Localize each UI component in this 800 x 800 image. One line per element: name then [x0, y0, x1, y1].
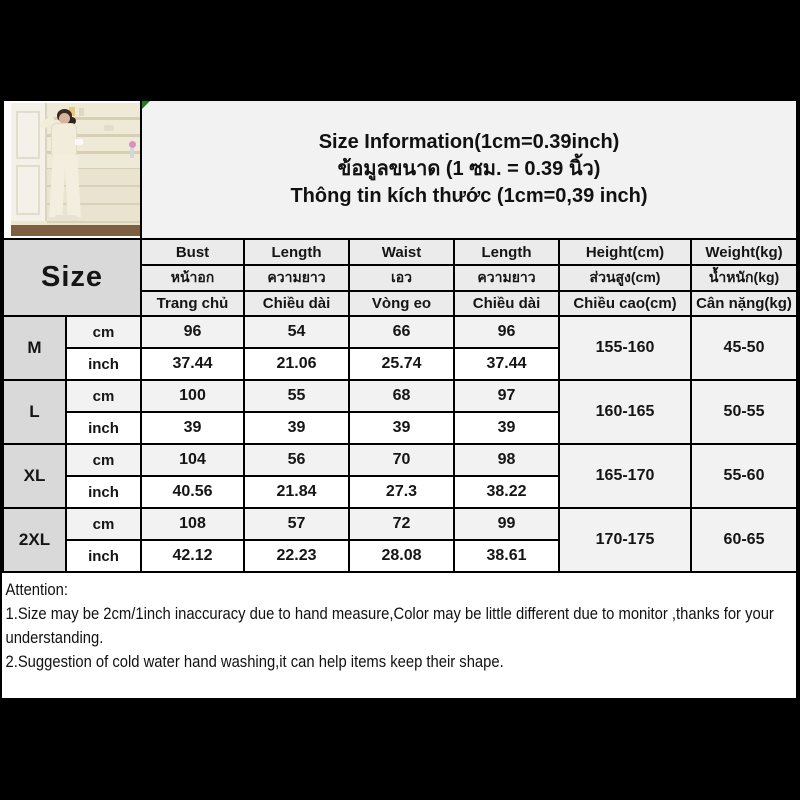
size-chart-frame — [0, 97, 798, 700]
value-cell: 104 — [141, 444, 244, 476]
weight-range-cell: 55-60 — [691, 444, 797, 508]
attention-note-2: 2.Suggestion of cold water hand washing,it can help items keep their shape. — [5, 652, 504, 671]
col-header-length-en: Length — [244, 239, 349, 265]
height-range-cell: 155-160 — [559, 316, 691, 380]
product-photo — [11, 103, 141, 236]
value-cell: 56 — [244, 444, 349, 476]
value-cell: 28.08 — [349, 540, 454, 572]
model-cup — [75, 139, 83, 145]
value-cell: 42.12 — [141, 540, 244, 572]
value-cell: 22.23 — [244, 540, 349, 572]
value-cell: 55 — [244, 380, 349, 412]
shelf-item — [79, 108, 84, 116]
model-slippers — [55, 215, 77, 220]
door-panel — [16, 111, 40, 159]
value-cell: 40.56 — [141, 476, 244, 508]
value-cell: 68 — [349, 380, 454, 412]
col-header-length2-th: ความยาว — [454, 265, 559, 291]
value-cell: 39 — [454, 412, 559, 444]
value-cell: 37.44 — [454, 348, 559, 380]
value-cell: 38.22 — [454, 476, 559, 508]
shelf-item — [104, 125, 114, 131]
value-cell: 39 — [244, 412, 349, 444]
value-cell: 72 — [349, 508, 454, 540]
value-cell: 57 — [244, 508, 349, 540]
height-range-cell: 165-170 — [559, 444, 691, 508]
weight-range-cell: 50-55 — [691, 380, 797, 444]
value-cell: 25.74 — [349, 348, 454, 380]
size-table — [2, 99, 798, 573]
size-row-label: L — [3, 380, 66, 444]
size-row-label: M — [3, 316, 66, 380]
col-header-length2-vi: Chiều dài — [454, 291, 559, 316]
title-english: Size Information(1cm=0.39inch) — [318, 131, 620, 153]
value-cell: 38.61 — [454, 540, 559, 572]
value-cell: 96 — [454, 316, 559, 348]
value-cell: 97 — [454, 380, 559, 412]
unit-cell: inch — [66, 476, 141, 508]
title-vietnamese: Thông tin kích thước (1cm=0,39 inch) — [290, 185, 648, 207]
col-header-waist-en: Waist — [349, 239, 454, 265]
weight-range-cell: 60-65 — [691, 508, 797, 572]
unit-cell: cm — [66, 316, 141, 348]
value-cell: 39 — [349, 412, 454, 444]
height-range-cell: 160-165 — [559, 380, 691, 444]
value-cell: 37.44 — [141, 348, 244, 380]
col-header-weight-en: Weight(kg) — [691, 239, 797, 265]
size-header-cell: Size — [3, 239, 141, 316]
value-cell: 96 — [141, 316, 244, 348]
product-photo-cell — [3, 100, 141, 239]
col-header-bust-vi: Trang chủ — [141, 291, 244, 316]
attention-note-1: 1.Size may be 2cm/1inch inaccuracy due to hand measure,Color may be little different due to monitor ,thanks for your understanding. — [5, 604, 774, 647]
vase-decor — [130, 148, 134, 158]
size-row-label: 2XL — [3, 508, 66, 572]
value-cell: 66 — [349, 316, 454, 348]
value-cell: 99 — [454, 508, 559, 540]
value-cell: 21.84 — [244, 476, 349, 508]
unit-cell: cm — [66, 508, 141, 540]
flower-decor — [129, 141, 136, 148]
col-header-waist-vi: Vòng eo — [349, 291, 454, 316]
col-header-weight-vi: Cân nặng(kg) — [691, 291, 797, 316]
size-info-title-cell — [141, 100, 797, 239]
weight-range-cell: 45-50 — [691, 316, 797, 380]
size-row-label: XL — [3, 444, 66, 508]
wood-floor — [11, 225, 141, 236]
col-header-waist-th: เอว — [349, 265, 454, 291]
col-header-height-en: Height(cm) — [559, 239, 691, 265]
attention-heading: Attention: — [5, 580, 68, 599]
col-header-bust-th: หน้าอก — [141, 265, 244, 291]
col-header-height-th: ส่วนสูง(cm) — [559, 265, 691, 291]
value-cell: 27.3 — [349, 476, 454, 508]
title-thai: ข้อมูลขนาด (1 ซม. = 0.39 นิ้ว) — [337, 158, 601, 180]
value-cell: 108 — [141, 508, 244, 540]
unit-cell: inch — [66, 348, 141, 380]
unit-cell: cm — [66, 380, 141, 412]
unit-cell: inch — [66, 412, 141, 444]
col-header-weight-th: น้ำหนัก(kg) — [691, 265, 797, 291]
col-header-bust-en: Bust — [141, 239, 244, 265]
height-range-cell: 170-175 — [559, 508, 691, 572]
value-cell: 70 — [349, 444, 454, 476]
col-header-length-th: ความยาว — [244, 265, 349, 291]
value-cell: 100 — [141, 380, 244, 412]
col-header-height-vi: Chiều cao(cm) — [559, 291, 691, 316]
unit-cell: cm — [66, 444, 141, 476]
col-header-length-vi: Chiều dài — [244, 291, 349, 316]
attention-notes — [2, 573, 796, 674]
value-cell: 54 — [244, 316, 349, 348]
value-cell: 39 — [141, 412, 244, 444]
cell-error-indicator-icon — [142, 101, 150, 109]
model-cardigan — [51, 123, 77, 157]
col-header-length2-en: Length — [454, 239, 559, 265]
unit-cell: inch — [66, 540, 141, 572]
value-cell: 98 — [454, 444, 559, 476]
door-panel — [16, 165, 40, 215]
value-cell: 21.06 — [244, 348, 349, 380]
